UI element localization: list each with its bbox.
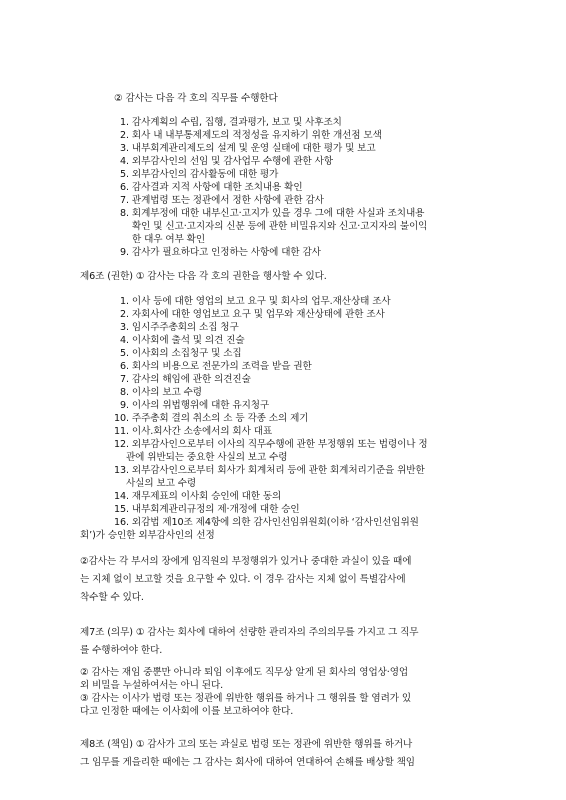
sec6-para2-line-1: ②감사는 각 부서의 장에게 임직원의 부정행위가 있거나 중대한 과실이 있을 때에 bbox=[80, 556, 412, 567]
sec7-line-6: 다고 인정한 때에는 이사회에 이를 보고하여야 한다. bbox=[80, 706, 294, 717]
sec5-item-4: 4. 외부감사인의 선임 및 감사업무 수행에 관한 사항 bbox=[120, 156, 333, 167]
sec6-item-13: 13. 외부감사인으로부터 회사가 회계처리 등에 관한 회계처리기준을 위반한 bbox=[114, 465, 425, 476]
sec7-line-4: 외 비밀을 누설하여서는 아니 된다. bbox=[80, 680, 224, 691]
sec6-item-1: 1. 이사 등에 대한 영업의 보고 요구 및 회사의 업무.재산상태 조사 bbox=[120, 296, 391, 307]
sec6-item-12: 12. 외부감사인으로부터 이사의 직무수행에 관한 부정행위 또는 법령이나 정 bbox=[114, 439, 428, 450]
sec5-item-1: 1. 감사계획의 수립, 집행, 결과평가, 보고 및 사후조치 bbox=[120, 117, 342, 128]
sec6-item-5: 5. 이사회의 소집청구 및 소집 bbox=[120, 348, 242, 359]
sec6-item-13-cont: 사실의 보고 수령 bbox=[126, 478, 197, 489]
sec6-item-7: 7. 감사의 해임에 관한 의견진술 bbox=[120, 374, 251, 385]
sec6-item-9: 9. 이사의 위법행위에 대한 유지청구 bbox=[120, 400, 270, 411]
sec7-line-5: ③ 감사는 이사가 법령 또는 정관에 위반한 행위를 하거나 그 행위를 할 염려가 있 bbox=[80, 693, 412, 704]
sec5-item-6: 6. 감사결과 지적 사항에 대한 조치내용 확인 bbox=[120, 182, 303, 193]
sec5-item-8-cont-1: 확인 및 신고·고지자의 신분 등에 관한 비밀유지와 신고·고지자의 불이익 bbox=[132, 221, 428, 232]
sec6-item-10: 10. 주주총회 결의 취소의 소 등 각종 소의 제기 bbox=[114, 413, 309, 424]
sec6-item-16: 16. 외감법 제10조 제4항에 의한 감사인선임위원회(이하 ‘감사인선임위원 bbox=[114, 517, 419, 528]
sec5-item-3: 3. 내부회계관리제도의 설계 및 운영 실태에 대한 평가 및 보고 bbox=[120, 143, 376, 154]
sec6-para2-line-2: 는 지체 없이 보고할 것을 요구할 수 있다. 이 경우 감사는 지체 없이 특별감사에 bbox=[80, 574, 406, 585]
sec8-line-1: 제8조 (책임) ① 감사가 고의 또는 과실로 법령 또는 정관에 위반한 행위를 하거나 bbox=[80, 739, 413, 750]
sec8-line-2: 그 임무를 게을리한 때에는 그 감사는 회사에 대하여 연대하여 손해를 배상할 책임 bbox=[80, 757, 415, 768]
sec6-item-14: 14. 재무제표의 이사회 승인에 대한 동의 bbox=[114, 491, 282, 502]
sec6-item-6: 6. 회사의 비용으로 전문가의 조력을 받을 권한 bbox=[120, 361, 312, 372]
sec6-item-11: 11. 이사.회사간 소송에서의 회사 대표 bbox=[114, 426, 273, 437]
sec6-item-15: 15. 내부회계관리규정의 제·개정에 대한 승인 bbox=[114, 504, 300, 515]
sec7-line-3: ② 감사는 재임 중뿐만 아니라 퇴임 이후에도 직무상 알게 된 회사의 영업상·영업 bbox=[80, 667, 409, 678]
sec6-item-16-cont: 회’)가 승인한 외부감사인의 선정 bbox=[80, 530, 215, 541]
sec6-item-8: 8. 이사의 보고 수령 bbox=[120, 387, 202, 398]
sec6-item-12-cont: 관에 위반되는 중요한 사실의 보고 수령 bbox=[126, 452, 288, 463]
sec6-intro: 제6조 (권한) ① 감사는 다음 각 호의 권한을 행사할 수 있다. bbox=[80, 271, 327, 282]
sec6-para2-line-3: 착수할 수 있다. bbox=[80, 592, 144, 603]
sec6-item-4: 4. 이사회에 출석 및 의견 진술 bbox=[120, 335, 245, 346]
sec5-item-9: 9. 감사가 필요하다고 인정하는 사항에 대한 감사 bbox=[120, 247, 321, 258]
sec5-item-2: 2. 회사 내 내부통제제도의 적정성을 유지하기 위한 개선점 모색 bbox=[120, 130, 382, 141]
sec6-item-2: 2. 자회사에 대한 영업보고 요구 및 업무와 재산상태에 관한 조사 bbox=[120, 309, 385, 320]
sec5-item-7: 7. 관계법령 또는 정관에서 정한 사항에 관한 감사 bbox=[120, 195, 324, 206]
sec5-item-8-cont-2: 한 대우 여부 확인 bbox=[132, 234, 206, 245]
sec6-item-3: 3. 임시주주총회의 소집 청구 bbox=[120, 322, 239, 333]
sec5-item-8: 8. 회계부정에 대한 내부신고·고지가 있을 경우 그에 대한 사실과 조치내용 bbox=[120, 208, 425, 219]
sec5-item-5: 5. 외부감사인의 감사활동에 대한 평가 bbox=[120, 169, 279, 180]
sec7-line-2: 를 수행하여야 한다. bbox=[80, 645, 163, 656]
sec5-intro: ② 감사는 다음 각 호의 직무를 수행한다 bbox=[114, 93, 278, 104]
sec7-line-1: 제7조 (의무) ① 감사는 회사에 대하여 선량한 관리자의 주의의무를 가지고 그 직무 bbox=[80, 627, 419, 638]
